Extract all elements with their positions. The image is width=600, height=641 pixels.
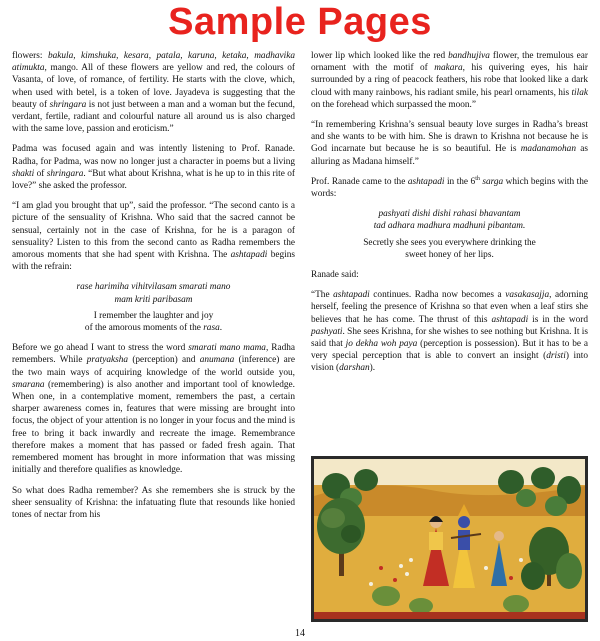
text-run: Prof. Ranade came to the bbox=[311, 176, 408, 187]
italic-term: ashtapadi bbox=[407, 176, 445, 187]
krishna-radha-painting-icon bbox=[311, 456, 588, 622]
left-verse-translation bbox=[12, 310, 295, 334]
right-verse-translation bbox=[311, 237, 588, 261]
text-run: (inference) are the two main ways of acquiring knowledge of the world outside you, bbox=[12, 355, 295, 378]
italic-term: shringara bbox=[49, 99, 87, 110]
italic-term: sarga bbox=[482, 176, 504, 187]
text-run: of the amorous moments of the bbox=[84, 323, 204, 334]
left-verse-line-2: mam kriti paribasam bbox=[114, 294, 193, 305]
text-run: “In remembering Krishna’s sensual beauty love surges in Radha’s breast and she wants to be with him. She is drawn to Krishna not because he is God incarnate but because he is so beautiful. He is bbox=[311, 120, 588, 155]
italic-term: pashyati bbox=[311, 326, 343, 337]
text-run: . bbox=[219, 323, 223, 334]
text-run: Secretly she sees you everywhere drinking the bbox=[363, 237, 536, 248]
italic-term: anumana bbox=[199, 355, 235, 366]
italic-term: vasakasajja bbox=[505, 290, 550, 301]
italic-term: ashtapadi bbox=[491, 314, 529, 325]
right-paragraph-3 bbox=[311, 176, 588, 200]
text-run: on the forehead which surpassed the moon.” bbox=[311, 99, 476, 110]
italic-term: bakula, kimshuka, kesara, patala, karuna, ketaka, madhavika atimukta bbox=[12, 51, 295, 74]
italic-term: ashtapadi bbox=[230, 250, 268, 261]
text-run: . “But what about Krishna, what is he up to in this rite of love?” she asked the professor. bbox=[12, 168, 295, 192]
text-run: which begins with the words: bbox=[311, 176, 588, 200]
left-paragraph-3 bbox=[12, 200, 295, 273]
left-paragraph-2 bbox=[12, 143, 295, 192]
text-run: , Radha remembers. While bbox=[12, 343, 295, 366]
text-run: “The bbox=[311, 290, 334, 301]
italic-term: darshan bbox=[339, 363, 370, 374]
text-run: continues. Radha now becomes a bbox=[369, 290, 506, 301]
text-run: , his quivering eyes, his hair surrounded by a ring of peacock feathers, his robe that looked like a dark cloud with many rainbows, his radiant smile, his pearl ornaments, his bbox=[311, 63, 588, 98]
text-run: ) into vision ( bbox=[311, 351, 588, 374]
italic-term: madanamohan bbox=[520, 144, 576, 155]
text-run: , adorning herself, feeling the presence of Krishna so that even when a leaf stirs she believes that he has come. The thrust of this bbox=[311, 290, 588, 325]
text-run: So what does Radha remember? As she remembers she is struck by the sheer sensuality of Krishna: the infatuating flute that resounds like honied tones of nectar from his bbox=[12, 485, 295, 520]
text-run: Padma was focused again and was intently listening to Prof. Ranade. Radha, for Padma, was now no longer just a character in poems but a living bbox=[12, 144, 295, 167]
text-run: I remember the laughter and joy bbox=[93, 310, 214, 321]
page-number: 14 bbox=[295, 628, 305, 639]
italic-term: shringara bbox=[46, 168, 84, 179]
italic-term: makara bbox=[434, 63, 463, 74]
left-paragraph-5 bbox=[12, 485, 295, 522]
text-run: sweet honey of her lips. bbox=[405, 249, 494, 260]
right-paragraph-1 bbox=[311, 50, 588, 111]
italic-term: shakti bbox=[12, 168, 35, 179]
text-run: flower, the tremulous ear ornament with the motif of bbox=[311, 51, 588, 74]
text-run: in the 6 bbox=[444, 176, 476, 187]
text-run: . She sees Krishna, for she wishes to see nothing but Krishna. It is said that bbox=[311, 326, 588, 350]
text-run: Ranade said: bbox=[311, 270, 359, 281]
italic-term: tilak bbox=[571, 87, 588, 98]
left-column bbox=[12, 50, 295, 529]
italic-term: smarati mano mama bbox=[188, 343, 266, 354]
italic-term: jo dekha woh paya bbox=[345, 339, 418, 350]
text-run: flowers: bbox=[12, 51, 48, 61]
right-verse-line-1: pashyati dishi dishi rahasi bhavantam bbox=[378, 209, 521, 220]
right-paragraph-4 bbox=[311, 269, 588, 281]
text-run: (remembering) is also another and important tool of knowledge. When one, in a contemplative moment, remembers the past, a certain sharper awareness comes in, features that were missing are brought into focus, the object of your attention is no longer in your focus and the mind is free to bring it back inwardly and recreate the image. Remembrance therefore makes a moment that has passed or faded fresh again. That remembered moment has brought in more information that was missing initially and therefore qualifies as knowledge. bbox=[12, 379, 295, 476]
italic-term: bandhujiva bbox=[448, 51, 490, 61]
text-run: lower lip which looked like the red bbox=[311, 51, 449, 61]
superscript: th bbox=[475, 175, 480, 182]
text-run: , mango. All of these flowers are yellow and red, the colours of Vasanta, of love, of romance, of fertility. He starts with the clove, which, when used with betel, is a token of love. Jayadeva is suggesting that the beauty of bbox=[12, 63, 295, 110]
text-run: as alluring as Madana himself.” bbox=[311, 144, 588, 167]
right-paragraph-5 bbox=[311, 289, 588, 374]
italic-term: smarana bbox=[12, 379, 45, 390]
sample-pages-banner: Sample Pages bbox=[168, 1, 432, 43]
text-run: (perception is possession). But it has to be a very special perception that is able to convert an insight ( bbox=[311, 339, 588, 362]
text-run: is not just between a man and a woman but the fecund, verdant, fertile, radiant and colourful nature all around us is also charged with the same love, passion and eroticism.” bbox=[12, 99, 295, 135]
left-paragraph-4 bbox=[12, 342, 295, 476]
text-run: begins with the refrain: bbox=[12, 250, 295, 273]
text-run: “I am glad you brought that up”, said the professor. “The second canto is a picture of the sensuality of Krishna. Who said that the sacred cannot be sensual, certainly not in the case of Krishna, for he is a paragon of sensuality? Listen to this from the second canto as Radha remembers the amorous moments that she had spent with Krishna. The bbox=[12, 201, 295, 261]
right-column bbox=[311, 50, 588, 383]
text-run: of bbox=[34, 168, 47, 179]
text-run: (perception) and bbox=[128, 355, 200, 366]
right-paragraph-2 bbox=[311, 119, 588, 168]
italic-term: dristi bbox=[546, 351, 566, 362]
italic-term: pratyaksha bbox=[86, 355, 129, 366]
right-verse-line-2: tad adhara madhura madhuni pibantam. bbox=[373, 221, 526, 232]
left-verse-line-1: rase harimiha vihitvilasam smarati mano bbox=[76, 282, 231, 293]
text-run: Before we go ahead I want to stress the word bbox=[12, 343, 189, 354]
text-run: is in the word bbox=[528, 314, 588, 325]
left-paragraph-1 bbox=[12, 50, 295, 135]
italic-term: ashtapadi bbox=[333, 290, 370, 301]
text-run: ). bbox=[369, 363, 376, 374]
italic-term: rasa bbox=[203, 323, 220, 334]
